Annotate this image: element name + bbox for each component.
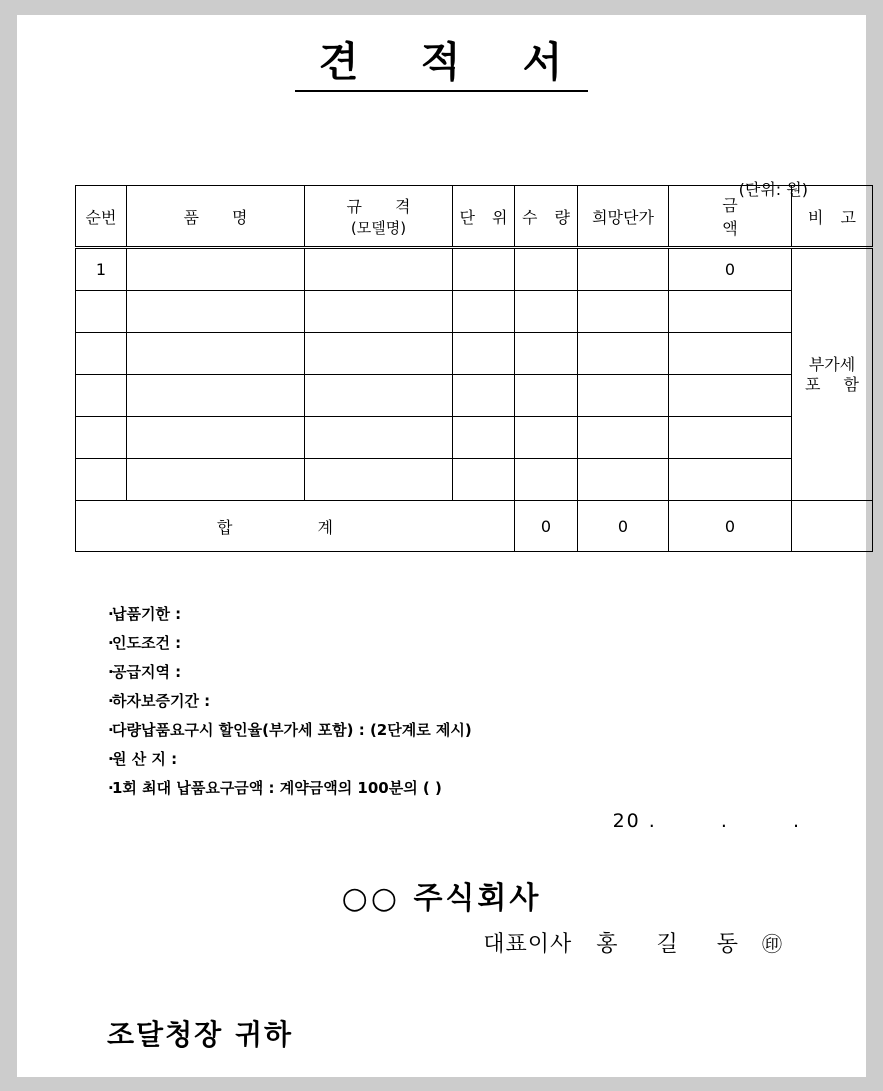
cell-spec[interactable] [305,248,453,291]
table-row [76,417,873,459]
cell-item-name[interactable] [127,375,305,417]
condition-item-warranty-period [108,687,812,716]
note-line-2: 포 함 [805,374,868,394]
quotation-table [75,185,873,552]
table-row [76,375,873,417]
cell-no[interactable] [76,333,127,375]
conditions-list [108,600,812,803]
cell-item-name[interactable] [127,417,305,459]
currency-unit-note: (단위: 원) [738,180,808,199]
cell-note-vat-included[interactable] [792,248,873,501]
total-desired-price: 0 [578,501,669,552]
condition-item-delivery-terms [108,629,812,658]
cell-quantity[interactable] [515,375,578,417]
table-row [76,248,873,291]
cell-desired-price[interactable] [578,248,669,291]
company-name: ○○ 주식회사 [341,881,542,916]
cell-no[interactable] [76,291,127,333]
total-note [792,501,873,552]
seal-icon: ㊞ [762,932,783,956]
cell-quantity[interactable] [515,291,578,333]
cell-unit[interactable] [453,375,515,417]
condition-label: 원 산 지 : [112,750,178,768]
bullet-icon: · [108,663,114,681]
header-no: 순번 [76,186,127,248]
condition-label: 1회 최대 납품요구금액 : 계약금액의 100분의 ( ) [112,779,442,797]
representative-name: 홍 길 동 [596,932,754,957]
bullet-icon: · [108,750,114,768]
date-year-prefix: 20 [612,810,641,832]
header-quantity: 수 량 [515,186,578,248]
condition-item-origin [108,745,812,774]
header-item-name: 품 명 [127,186,305,248]
cell-amount[interactable] [669,291,792,333]
bullet-icon: · [108,721,114,739]
date-dots: . . . [648,810,829,832]
condition-label: 하자보증기간 : [112,692,211,710]
cell-spec[interactable] [305,333,453,375]
header-spec-top: 규 격 [346,197,425,216]
cell-spec[interactable] [305,375,453,417]
table-header-row [76,186,873,248]
cell-item-name[interactable] [127,291,305,333]
note-line-1: 부가세 [808,354,856,374]
cell-desired-price[interactable] [578,291,669,333]
cell-quantity[interactable] [515,248,578,291]
cell-no[interactable] [76,375,127,417]
cell-amount[interactable] [669,459,792,501]
total-label: 합 계 [76,501,515,552]
bullet-icon: · [108,692,114,710]
table-total-row [76,501,873,552]
table-row [76,459,873,501]
representative-title: 대표이사 [483,932,573,957]
table-row [76,291,873,333]
cell-spec[interactable] [305,291,453,333]
cell-quantity[interactable] [515,459,578,501]
bullet-icon: · [108,634,114,652]
header-note: 비 고 [792,186,873,248]
cell-amount[interactable] [669,375,792,417]
cell-unit[interactable] [453,291,515,333]
header-desired-price: 희망단가 [578,186,669,248]
header-unit: 단 위 [453,186,515,248]
representative-line [17,927,783,958]
bullet-icon: · [108,605,114,623]
condition-label: 다량납품요구시 할인율(부가세 포함) : (2단계로 제시) [112,721,472,739]
cell-amount[interactable]: 0 [669,248,792,291]
cell-item-name[interactable] [127,248,305,291]
condition-item-max-order-amount [108,774,812,803]
table-row [76,333,873,375]
cell-item-name[interactable] [127,333,305,375]
page-title-container [17,38,866,92]
cell-no[interactable] [76,417,127,459]
cell-spec[interactable] [305,417,453,459]
cell-unit[interactable] [453,459,515,501]
condition-item-bulk-discount [108,716,812,745]
header-amount: 금 액 [669,186,792,248]
header-spec [305,186,453,248]
total-amount: 0 [669,501,792,552]
condition-item-delivery-deadline [108,600,812,629]
date-line [17,810,829,832]
cell-desired-price[interactable] [578,417,669,459]
page-title: 견 적 서 [295,38,588,92]
cell-desired-price[interactable] [578,459,669,501]
cell-desired-price[interactable] [578,375,669,417]
cell-unit[interactable] [453,333,515,375]
condition-label: 납품기한 : [112,605,182,623]
cell-unit[interactable] [453,248,515,291]
cell-amount[interactable] [669,417,792,459]
cell-no[interactable] [76,459,127,501]
total-quantity: 0 [515,501,578,552]
header-spec-bottom: (모델명) [350,219,407,237]
cell-unit[interactable] [453,417,515,459]
addressee: 조달청장 귀하 [107,1018,294,1051]
cell-item-name[interactable] [127,459,305,501]
cell-quantity[interactable] [515,417,578,459]
cell-no[interactable]: 1 [76,248,127,291]
document-page [17,15,866,1077]
cell-desired-price[interactable] [578,333,669,375]
condition-item-supply-area [108,658,812,687]
condition-label: 인도조건 : [112,634,182,652]
cell-spec[interactable] [305,459,453,501]
bullet-icon: · [108,779,114,797]
condition-label: 공급지역 : [112,663,182,681]
cell-quantity[interactable] [515,333,578,375]
cell-amount[interactable] [669,333,792,375]
